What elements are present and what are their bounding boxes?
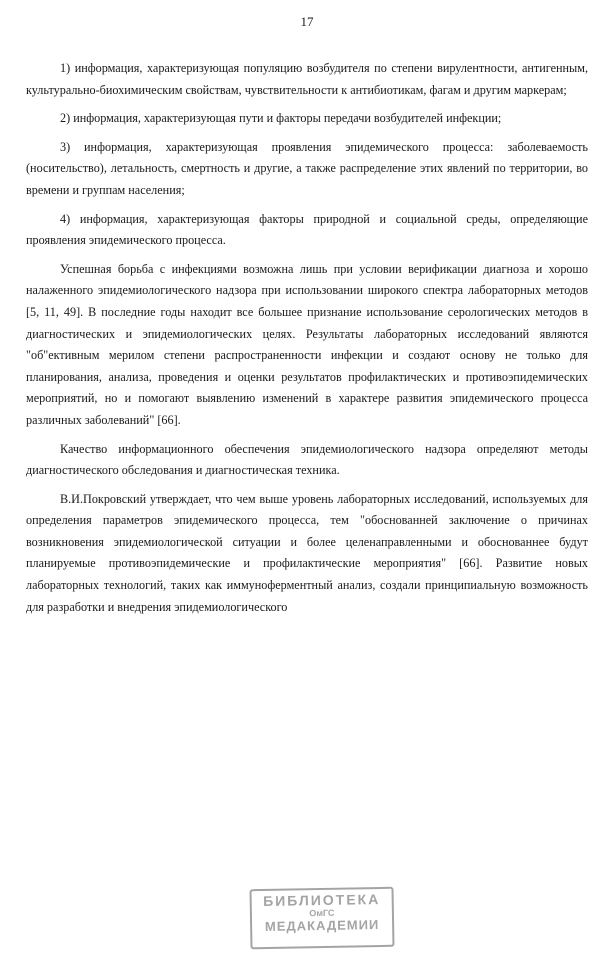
- paragraph-information-quality: Качество информационного обеспечения эпидемиологического надзора определяют методы диагностического обследования и диагностическая техника.: [26, 441, 588, 478]
- paragraph-item-2: 2) информация, характеризующая пути и факторы передачи возбудителей инфекции;: [60, 111, 502, 126]
- paragraph-item-3: 3) информация, характеризующая проявления эпидемического процесса: заболеваемость (носительство), летальность, смертность и другие, а также распределение этих явлений по территории, во времени и группам населения;: [26, 139, 588, 197]
- paragraph-item-4: 4) информация, характеризующая факторы природной и социальной среды, определяющие проявления эпидемического процесса.: [26, 211, 588, 248]
- page-number: 17: [300, 14, 314, 29]
- stamp-line-2: ОмГС: [309, 907, 335, 919]
- body-text: [26, 58, 588, 625]
- paragraph-pokrovsky: В.И.Покровский утверждает, что чем выше уровень лабораторных исследований, используемых для определения параметров эпидемического процесса, тем "обоснованней заключение о причинах возникновения эпидемиологической ситуации и более целенаправленными и обоснованнее будут планируемые противоэпидемические и профилактические мероприятия" [66]. Развитие новых лабораторных технологий, таких как иммуноферментный анализ, создали принципиальную возможность для разработки и внедрения эпидемиологического: [26, 491, 588, 614]
- paragraph-item-1: 1) информация, характеризующая популяцию возбудителя по степени вирулентности, антигенным, культурально-биохимическим свойствам, чувствительности к антибиотикам, фагам и другим маркерам;: [26, 61, 588, 97]
- paragraph-lab-methods: Успешная борьба с инфекциями возможна лишь при условии верификации диагноза и хорошо налаженного эпидемиологического надзора при использовании широкого спектра лабораторных методов [5, 11, 49]. В последние годы находит все большее признание использование серологических методов в диагностических и эпидемиологических целях. Результаты лабораторных исследований являются "об"ективным мерилом степени распространенности инфекции и создают основу не только для планирования, анализа, проведения и оценки результатов профилактических и противоэпидемических мероприятий, но и помогают выявлению изменений в характере развития эпидемического процесса различных заболеваний" [66].: [26, 261, 588, 427]
- library-stamp: [249, 887, 394, 950]
- stamp-line-3: МЕДАКАДЕМИИ: [264, 917, 380, 934]
- stamp-line-1: БИБЛИОТЕКА: [262, 890, 381, 910]
